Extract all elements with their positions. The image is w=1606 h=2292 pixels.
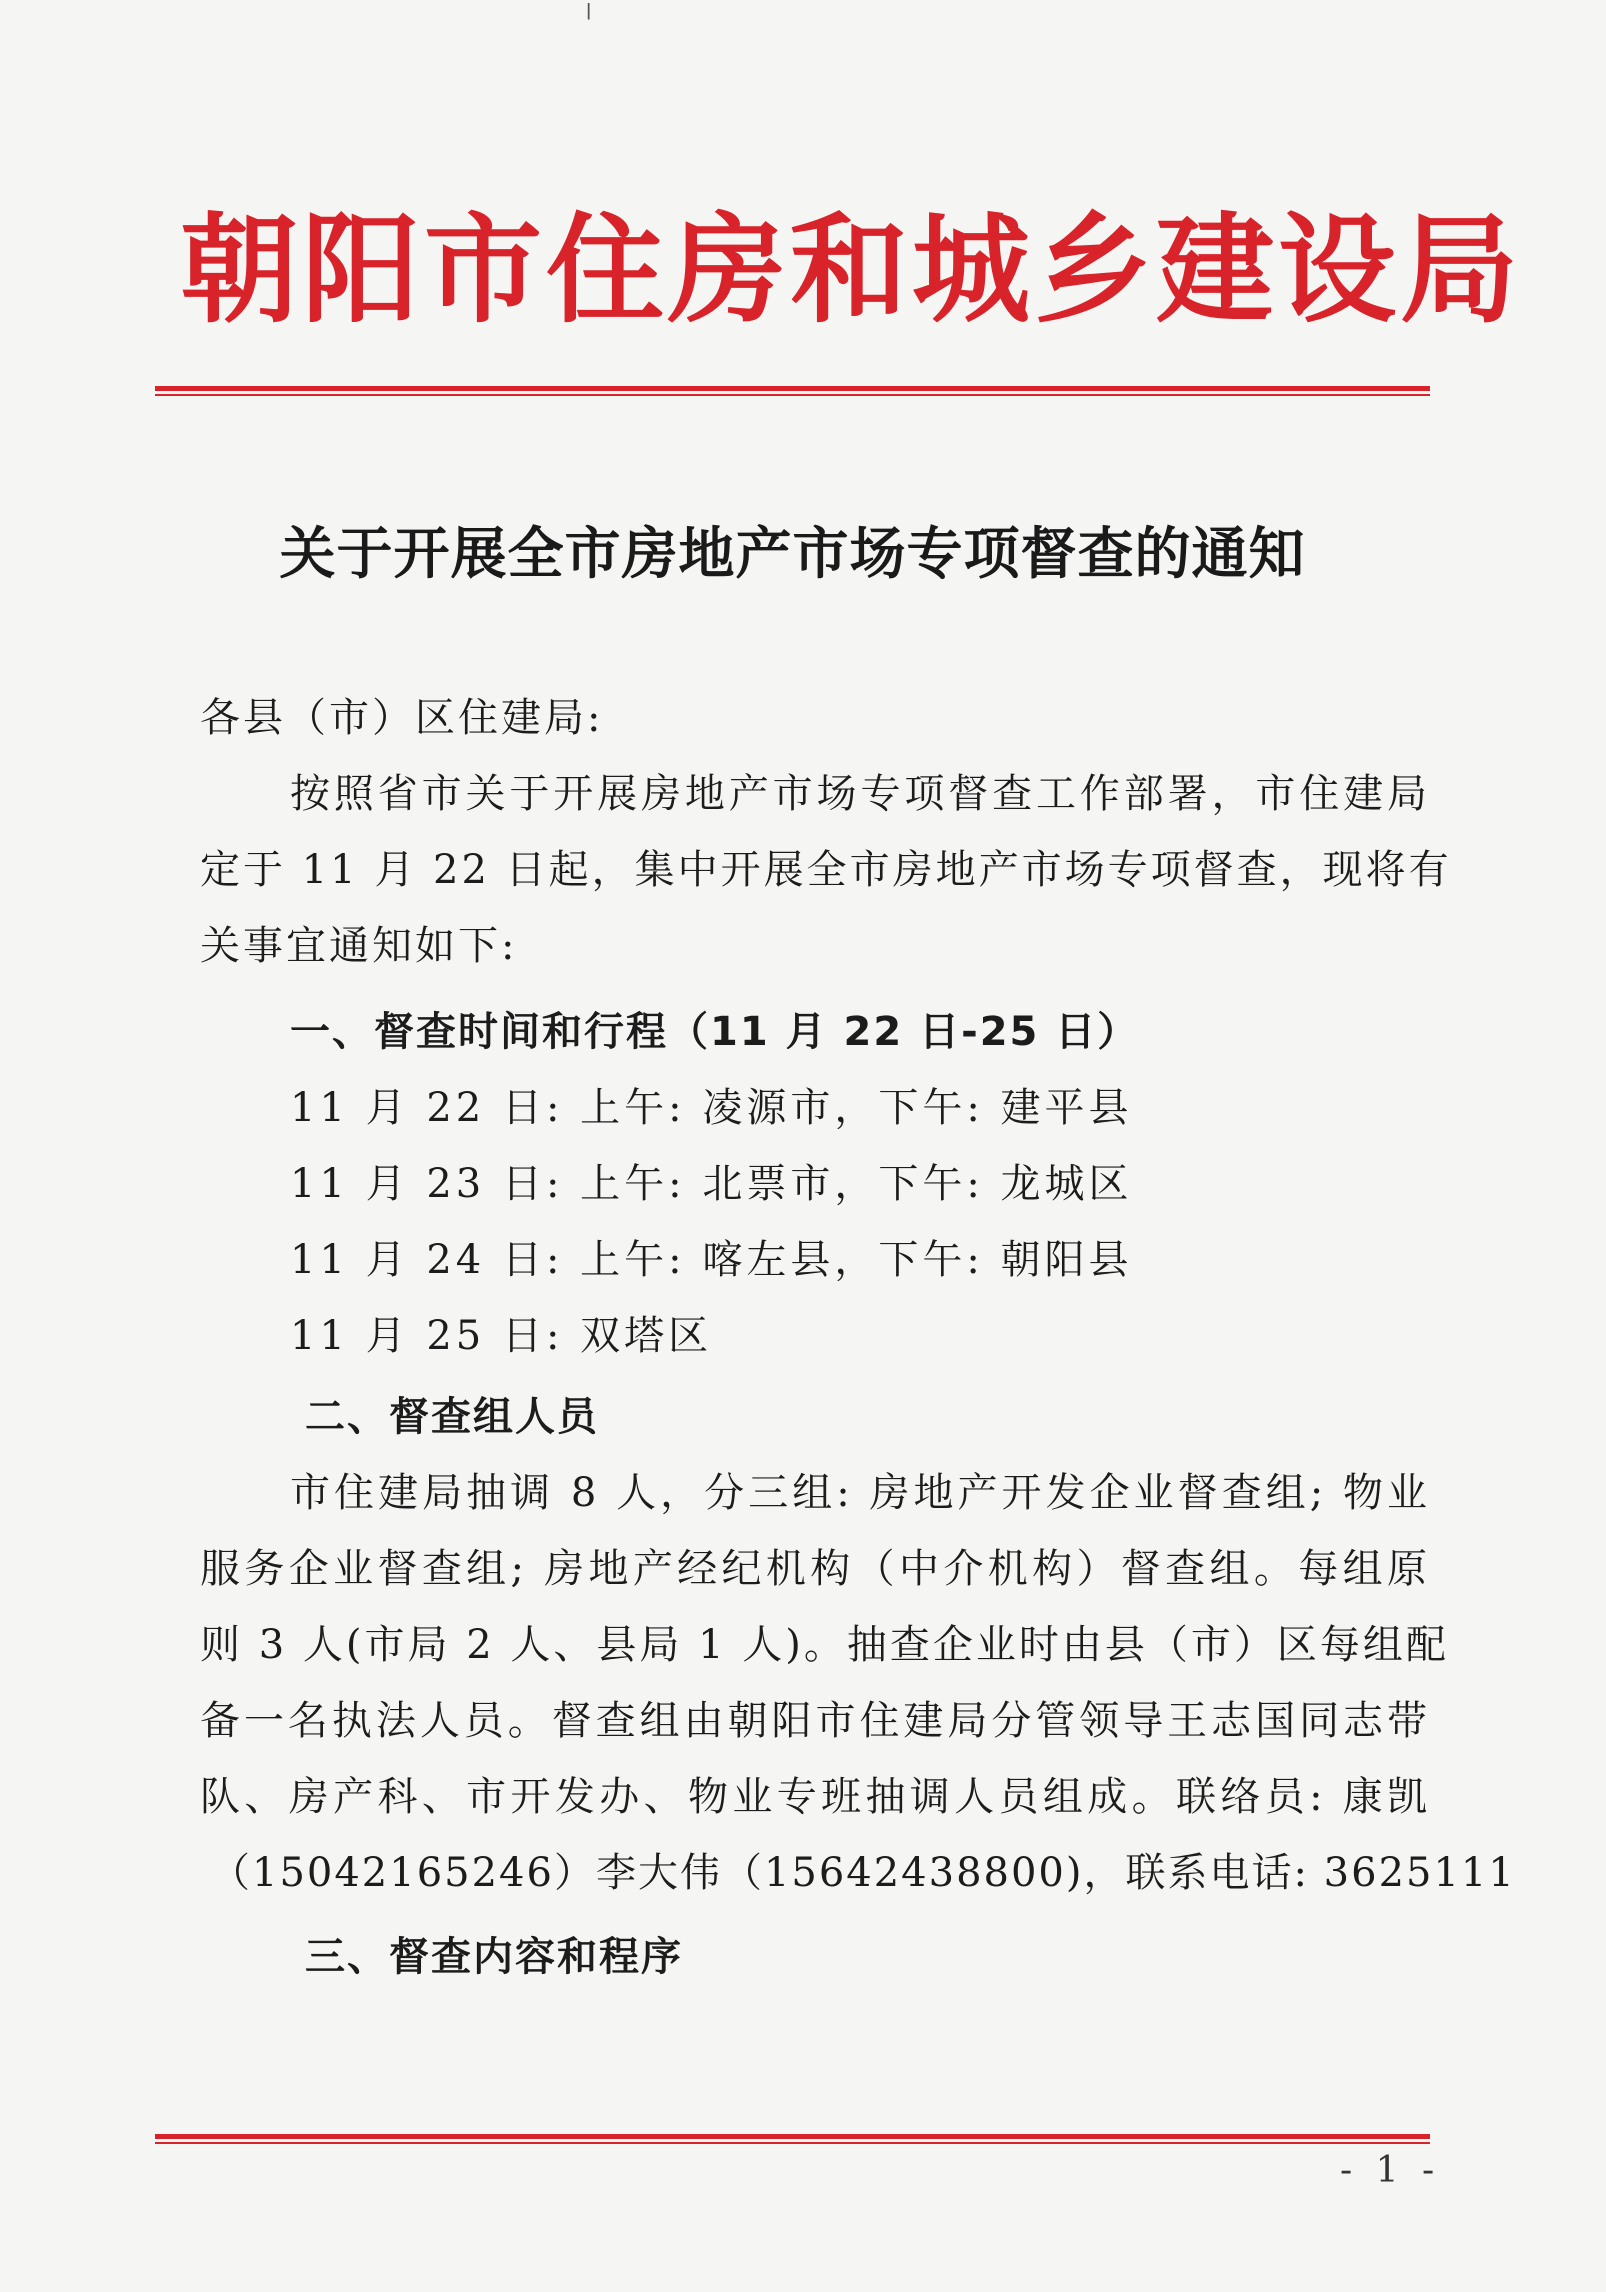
intro-line: 关事宜通知如下:	[200, 923, 518, 969]
schedule-item: 11 月 22 日: 上午: 凌源市，下午: 建平县	[290, 1085, 1133, 1131]
document-title: 关于开展全市房地产市场专项督查的通知	[279, 521, 1306, 587]
salutation: 各县（市）区住建局:	[200, 695, 604, 741]
letterhead-agency-name: 朝阳市住房和城乡建设局	[180, 201, 1523, 339]
section-heading-3: 三、督查内容和程序	[305, 1934, 683, 1980]
letterhead-rule-thin	[155, 394, 1430, 396]
section2-line: （15042165246）李大伟（15642438800)，联系电话: 3625111	[210, 1850, 1516, 1896]
section2-line: 市住建局抽调 8 人，分三组: 房地产开发企业督查组; 物业	[290, 1470, 1430, 1516]
intro-line: 按照省市关于开展房地产市场专项督查工作部署，市住建局	[290, 771, 1430, 817]
section2-line: 服务企业督查组; 房地产经纪机构（中介机构）督查组。每组原	[200, 1546, 1430, 1592]
schedule-item: 11 月 23 日: 上午: 北票市，下午: 龙城区	[290, 1161, 1133, 1207]
schedule-item: 11 月 25 日: 双塔区	[290, 1313, 713, 1359]
schedule-item: 11 月 24 日: 上午: 喀左县，下午: 朝阳县	[290, 1237, 1133, 1283]
top-mark: ǀ	[586, 0, 592, 21]
footer-rule-thin	[155, 2142, 1430, 2144]
page-number: - 1 -	[1340, 2150, 1441, 2191]
footer-rule-thick	[155, 2134, 1430, 2139]
section-heading-2: 二、督查组人员	[305, 1394, 599, 1440]
section2-line: 则 3 人(市局 2 人、县局 1 人)。抽查企业时由县（市）区每组配	[200, 1622, 1449, 1668]
letterhead-rule-thick	[155, 386, 1430, 391]
section2-line: 队、房产科、市开发办、物业专班抽调人员组成。联络员: 康凯	[200, 1774, 1430, 1820]
section-heading-1: 一、督查时间和行程（11 月 22 日-25 日）	[290, 1009, 1140, 1055]
intro-line: 定于 11 月 22 日起，集中开展全市房地产市场专项督查，现将有	[200, 847, 1452, 893]
section2-line: 备一名执法人员。督查组由朝阳市住建局分管领导王志国同志带	[200, 1698, 1430, 1744]
